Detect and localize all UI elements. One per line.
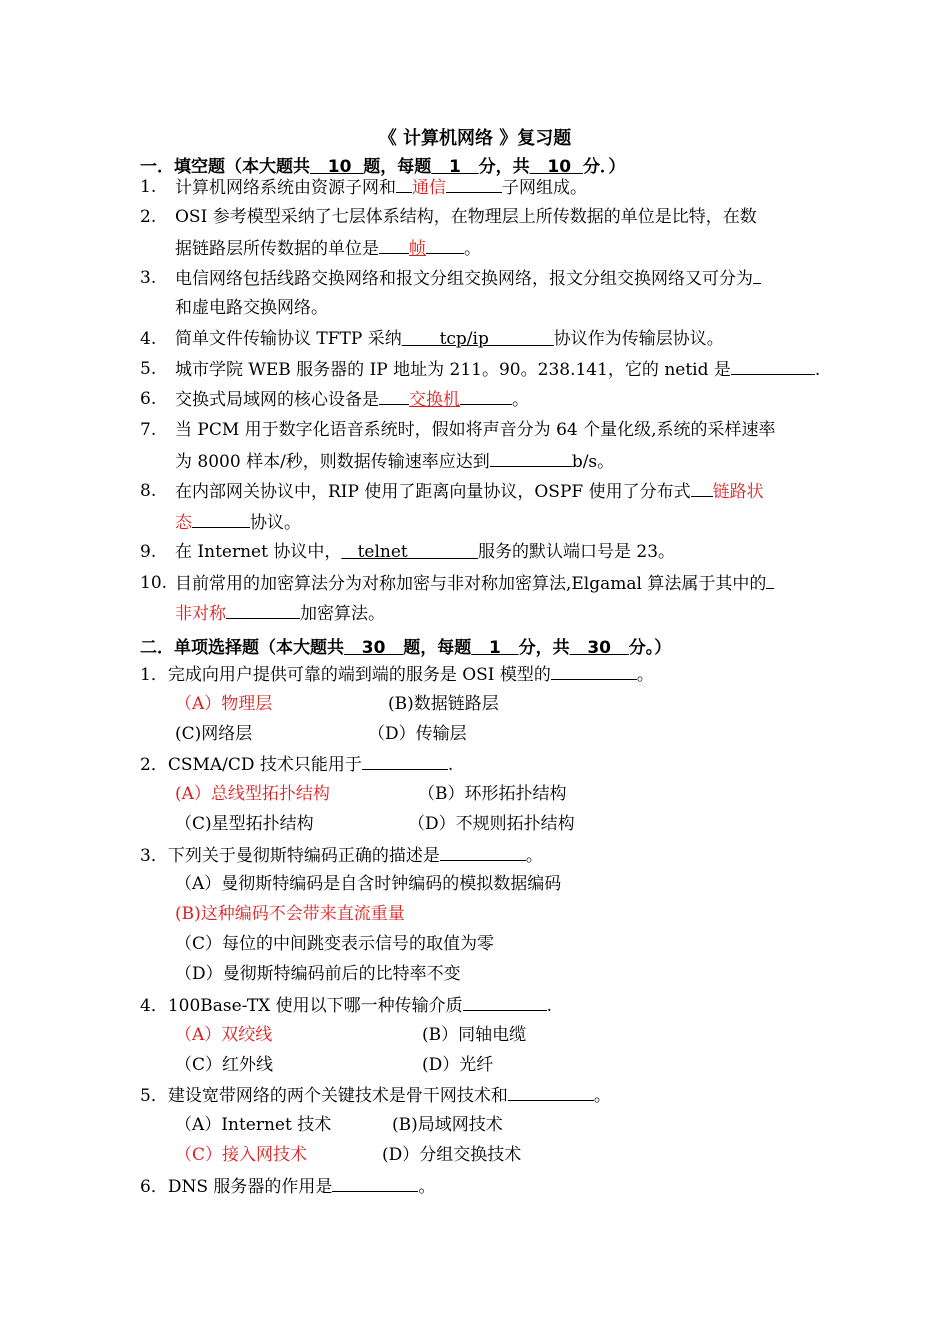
answer-blank [440, 844, 526, 861]
option-b: (B)局域网技术 [392, 1115, 503, 1135]
answer-text: 通信 [412, 178, 446, 198]
answer-blank [463, 994, 547, 1011]
answer-blank [460, 388, 512, 405]
section-1-prefix: 一．填空题（本大题共 [140, 157, 310, 177]
option-c: （C）接入网技术 [175, 1145, 308, 1165]
option-b: （B）环形拓扑结构 [418, 784, 567, 804]
question-text: 城市学院 WEB 服务器的 IP 地址为 211。90。238.141，它的 netid 是 [175, 360, 731, 380]
option-d: （D）传输层 [368, 724, 467, 744]
question-text: 在内部网关协议中，RIP 使用了距离向量协议，OSPF 使用了分布式 [175, 482, 691, 502]
answer-text: tcp/ip [439, 329, 489, 349]
section-2-each: 1 [488, 638, 501, 658]
question-text: 。 [464, 239, 481, 259]
answer-text: 链路状 [712, 482, 764, 502]
question-text: 加密算法。 [300, 604, 385, 624]
answer-blank [551, 663, 637, 680]
option-d: （D）曼彻斯特编码前后的比特率不变 [175, 964, 461, 984]
question-text: 。 [418, 1177, 436, 1197]
answer-blank [426, 237, 464, 254]
section-2-mid1: 题，每题 [403, 638, 472, 658]
answer-blank [766, 572, 774, 589]
answer-blank [691, 480, 713, 497]
option-a: （A）物理层 [175, 694, 273, 714]
question-text: 目前常用的加密算法分为对称加密与非对称加密算法,Elgamal 算法属于其中的 [175, 574, 767, 594]
option-c: (C)网络层 [175, 724, 253, 744]
question-number: 7. [140, 420, 157, 440]
section-2-count: 30 [361, 638, 386, 658]
answer-blank [446, 176, 502, 193]
question-number: 10. [140, 573, 168, 593]
question-text: 。 [512, 390, 529, 410]
option-a: （A）曼彻斯特编码是自含时钟编码的模拟数据编码 [175, 874, 562, 894]
option-c: （C)星型拓扑结构 [175, 814, 314, 834]
question-number: 9. [140, 542, 157, 562]
section-1-suffix: 分．） [582, 157, 626, 177]
section-2-heading [140, 633, 671, 658]
question-text: OSI 参考模型采纳了七层体系结构，在物理层上所传数据的单位是比特，在数 [175, 207, 757, 227]
question-number: 8. [140, 481, 157, 501]
section-1-mid2: 分，共 [478, 157, 530, 177]
question-text: 6．DNS 服务器的作用是 [140, 1177, 333, 1197]
question-number: 5. [140, 359, 157, 379]
question-text: 当 PCM 用于数字化语音系统时，假如将声音分为 64 个量化级,系统的采样速率 [175, 420, 776, 440]
section-2-prefix: 二．单项选择题（本大题共 [140, 638, 344, 658]
section-1-total: 10 [547, 157, 572, 177]
section-1-count: 10 [327, 157, 352, 177]
question-text: 。 [525, 846, 543, 866]
question-text: 电信网络包括线路交换网络和报文分组交换网络，报文分组交换网络又可分为 [175, 269, 753, 289]
option-d: （D）不规则拓扑结构 [408, 814, 575, 834]
option-b: (B）同轴电缆 [422, 1025, 527, 1045]
answer-text: 交换机 [409, 390, 460, 410]
option-d: (D）光纤 [422, 1055, 494, 1075]
question-text: 2．CSMA/CD 技术只能用于 [140, 755, 362, 775]
option-b: (B)这种编码不会带来直流重量 [175, 904, 405, 924]
section-2-suffix: 分。） [628, 638, 672, 658]
question-number: 3. [140, 268, 157, 288]
question-text: 据链路层所传数据的单位是 [175, 239, 379, 259]
section-2-total: 30 [587, 638, 612, 658]
answer-blank [379, 237, 409, 254]
option-d: (D）分组交换技术 [382, 1145, 522, 1165]
question-text: . [814, 360, 821, 380]
answer-blank [192, 511, 250, 528]
question-text: 。 [636, 665, 654, 685]
question-text: 和虚电路交换网络。 [175, 298, 328, 318]
question-text: 3．下列关于曼彻斯特编码正确的描述是 [140, 846, 440, 866]
question-text: 5．建设宽带网络的两个关键技术是骨干网技术和 [140, 1086, 508, 1106]
question-text: 。 [593, 1086, 611, 1106]
option-c: （C）每位的中间跳变表示信号的取值为零 [175, 934, 495, 954]
section-2-mid2: 分，共 [518, 638, 570, 658]
mc-question-3 [140, 844, 543, 867]
question-text: 1．完成向用户提供可靠的端到端的服务是 OSI 模型的 [140, 665, 551, 685]
question-text: 4．100Base-TX 使用以下哪一种传输介质 [140, 996, 463, 1016]
mc-question-6 [140, 1175, 435, 1198]
section-1-heading [140, 152, 625, 177]
question-number: 2. [140, 207, 157, 227]
answer-text: 态 [175, 513, 192, 533]
option-c: （C）红外线 [175, 1055, 274, 1075]
answer-text: 非对称 [175, 604, 226, 624]
option-b: (B)数据链路层 [388, 694, 499, 714]
option-a: （A）Internet 技术 [175, 1115, 332, 1135]
answer-blank [332, 1175, 418, 1192]
question-text: 在 Internet 协议中， [175, 542, 342, 562]
answer-blank [490, 450, 572, 467]
answer-blank [396, 176, 412, 193]
question-text: 服务的默认端口号是 23。 [477, 542, 676, 562]
option-a: (A）总线型拓扑结构 [175, 784, 330, 804]
question-number: 1. [140, 177, 157, 197]
question-text: b/s。 [571, 452, 615, 472]
question-text: 交换式局域网的核心设备是 [175, 390, 379, 410]
question-number: 4. [140, 329, 157, 349]
question-text: 协议。 [250, 513, 301, 533]
answer-blank [508, 1084, 594, 1101]
answer-blank [362, 753, 448, 770]
document-title: 《 计算机网络 》复习题 [378, 128, 572, 149]
mc-question-4 [140, 994, 552, 1017]
section-1-mid1: 题，每题 [363, 157, 432, 177]
question-text: . [447, 755, 454, 775]
answer-text: telnet [357, 542, 408, 562]
mc-question-5 [140, 1084, 611, 1107]
answer-text: 帧 [409, 239, 426, 259]
answer-blank [379, 388, 409, 405]
section-1-each: 1 [449, 157, 461, 177]
question-text: 简单文件传输协议 TFTP 采纳 [175, 329, 402, 349]
answer-blank [226, 602, 300, 619]
mc-question-2 [140, 753, 453, 776]
question-text: . [546, 996, 553, 1016]
answer-blank [753, 267, 761, 284]
mc-question-1 [140, 663, 654, 686]
question-text: 计算机网络系统由资源子网和 [175, 178, 396, 198]
answer-blank [731, 358, 815, 375]
question-text: 为 8000 样本/秒，则数据传输速率应达到 [175, 452, 490, 472]
question-text: 子网组成。 [502, 178, 587, 198]
question-number: 6. [140, 389, 157, 409]
question-text: 协议作为传输层协议。 [553, 329, 724, 349]
option-a: （A）双绞线 [175, 1025, 273, 1045]
